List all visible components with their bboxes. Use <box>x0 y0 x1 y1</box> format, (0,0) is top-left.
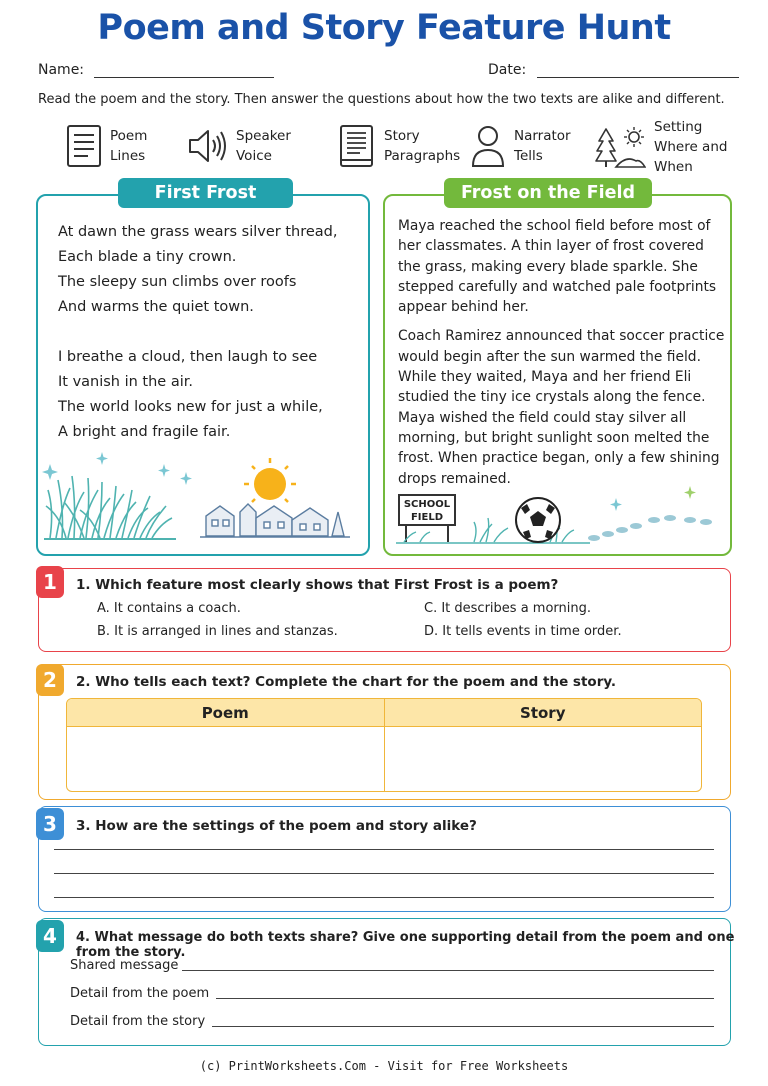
date-label: Date: <box>488 62 527 78</box>
poem-line: It vanish in the air. <box>58 374 193 390</box>
story-title: Frost on the Field <box>444 178 652 208</box>
document-lines-icon <box>66 124 102 168</box>
shared-message-label: Shared message <box>70 958 179 973</box>
poem-line: I breathe a cloud, then laugh to see <box>58 349 318 365</box>
story-paragraph: Coach Ramirez announced that soccer practice would begin after the sun warmed the field. While they waited, Maya and her friend Eli studied the tiny ice crystals along the fence. Maya wished the field could stay silver all morning, but bright sunlight soon melted the frost. When practice began, only a few shining drops remained. <box>398 328 725 487</box>
question-3-text: 3. How are the settings of the poem and story alike? <box>76 818 477 834</box>
legend-label: Where and <box>654 139 728 155</box>
chart-cell-story[interactable] <box>385 727 702 791</box>
legend-label: Story <box>384 128 420 144</box>
story-text <box>398 216 726 498</box>
choice-a[interactable]: A. It contains a coach. <box>97 601 241 616</box>
choice-c[interactable]: C. It describes a morning. <box>424 601 591 616</box>
question-4-text: 4. What message do both texts share? Give one supporting detail from the poem and one from the story. <box>76 930 735 960</box>
question-1-text: 1. Which feature most clearly shows that First Frost is a poem? <box>76 577 559 593</box>
legend-setting <box>594 118 727 176</box>
legend-label: Voice <box>236 148 272 164</box>
poem-line: A bright and fragile fair. <box>58 424 231 440</box>
legend-label: Setting <box>654 119 703 135</box>
poem-line: The sleepy sun climbs over roofs <box>58 274 297 290</box>
chart-header-story: Story <box>520 704 566 722</box>
page-title: Poem and Story Feature Hunt <box>97 8 671 48</box>
houses-icon <box>206 504 344 536</box>
name-row <box>38 62 274 78</box>
question-4-number: 4 <box>36 920 64 952</box>
name-label: Name: <box>38 62 85 78</box>
footprints-icon <box>588 515 712 541</box>
poem-detail-line[interactable] <box>216 998 714 999</box>
legend-poem-lines <box>66 122 147 170</box>
story-detail-line[interactable] <box>212 1026 714 1027</box>
chart-header-poem: Poem <box>67 699 385 726</box>
date-row <box>488 62 739 78</box>
answer-line[interactable] <box>54 897 714 898</box>
book-paragraphs-icon <box>338 124 376 168</box>
sun-icon <box>244 458 296 502</box>
answer-line[interactable] <box>54 849 714 850</box>
sparkle-icon <box>610 486 696 511</box>
narrator-chart <box>66 698 702 792</box>
poem-detail-label: Detail from the poem <box>70 986 210 1001</box>
legend-speaker-voice <box>186 122 291 170</box>
person-icon <box>470 124 506 168</box>
question-2-text: 2. Who tells each text? Complete the chart for the poem and the story. <box>76 674 617 690</box>
legend-story-paragraphs <box>338 122 460 170</box>
poem-line: The world looks new for just a while, <box>58 399 323 415</box>
soccer-field-illustration <box>390 482 728 548</box>
story-detail-label: Detail from the story <box>70 1014 206 1029</box>
story-paragraph: Maya reached the school field before most of her classmates. A thin layer of frost covered the grass, making every blade sparkle. She stepped carefully and watched pale footprints appear behind her. <box>398 218 717 316</box>
choice-d[interactable]: D. It tells events in time order. <box>424 624 622 639</box>
frosty-grass-town-illustration <box>40 450 366 546</box>
choice-b[interactable]: B. It is arranged in lines and stanzas. <box>97 624 338 639</box>
legend-label: Paragraphs <box>384 148 461 164</box>
shared-message-line[interactable] <box>182 970 714 971</box>
instructions: Read the poem and the story. Then answer the questions about how the two texts are alike and different. <box>38 92 725 107</box>
poem-line: At dawn the grass wears silver thread, <box>58 224 338 240</box>
footer: (c) PrintWorksheets.Com - Visit for Free Worksheets <box>199 1059 569 1073</box>
legend-label: When <box>654 159 693 175</box>
poem-text <box>58 220 338 445</box>
tree-sun-icon <box>594 125 646 169</box>
legend-label: Speaker <box>236 128 291 144</box>
soccer-ball-icon <box>516 498 560 542</box>
sign-text: FIELD <box>410 512 444 523</box>
sparkle-icon <box>42 452 192 485</box>
legend-narrator-tells <box>470 122 571 170</box>
speaker-icon <box>186 126 228 166</box>
poem-line: Each blade a tiny crown. <box>58 249 237 265</box>
question-1-number: 1 <box>36 566 64 598</box>
question-2-number: 2 <box>36 664 64 696</box>
legend-label: Poem <box>110 128 148 144</box>
name-field[interactable] <box>94 64 274 78</box>
answer-line[interactable] <box>54 873 714 874</box>
poem-line: And warms the quiet town. <box>58 299 254 315</box>
date-field[interactable] <box>537 64 739 78</box>
legend-label: Tells <box>514 148 543 164</box>
chart-cell-poem[interactable] <box>67 727 385 791</box>
sign-text: SCHOOL <box>403 499 451 510</box>
question-3-number: 3 <box>36 808 64 840</box>
poem-title: First Frost <box>118 178 293 208</box>
legend-label: Narrator <box>514 128 571 144</box>
legend-label: Lines <box>110 148 146 164</box>
